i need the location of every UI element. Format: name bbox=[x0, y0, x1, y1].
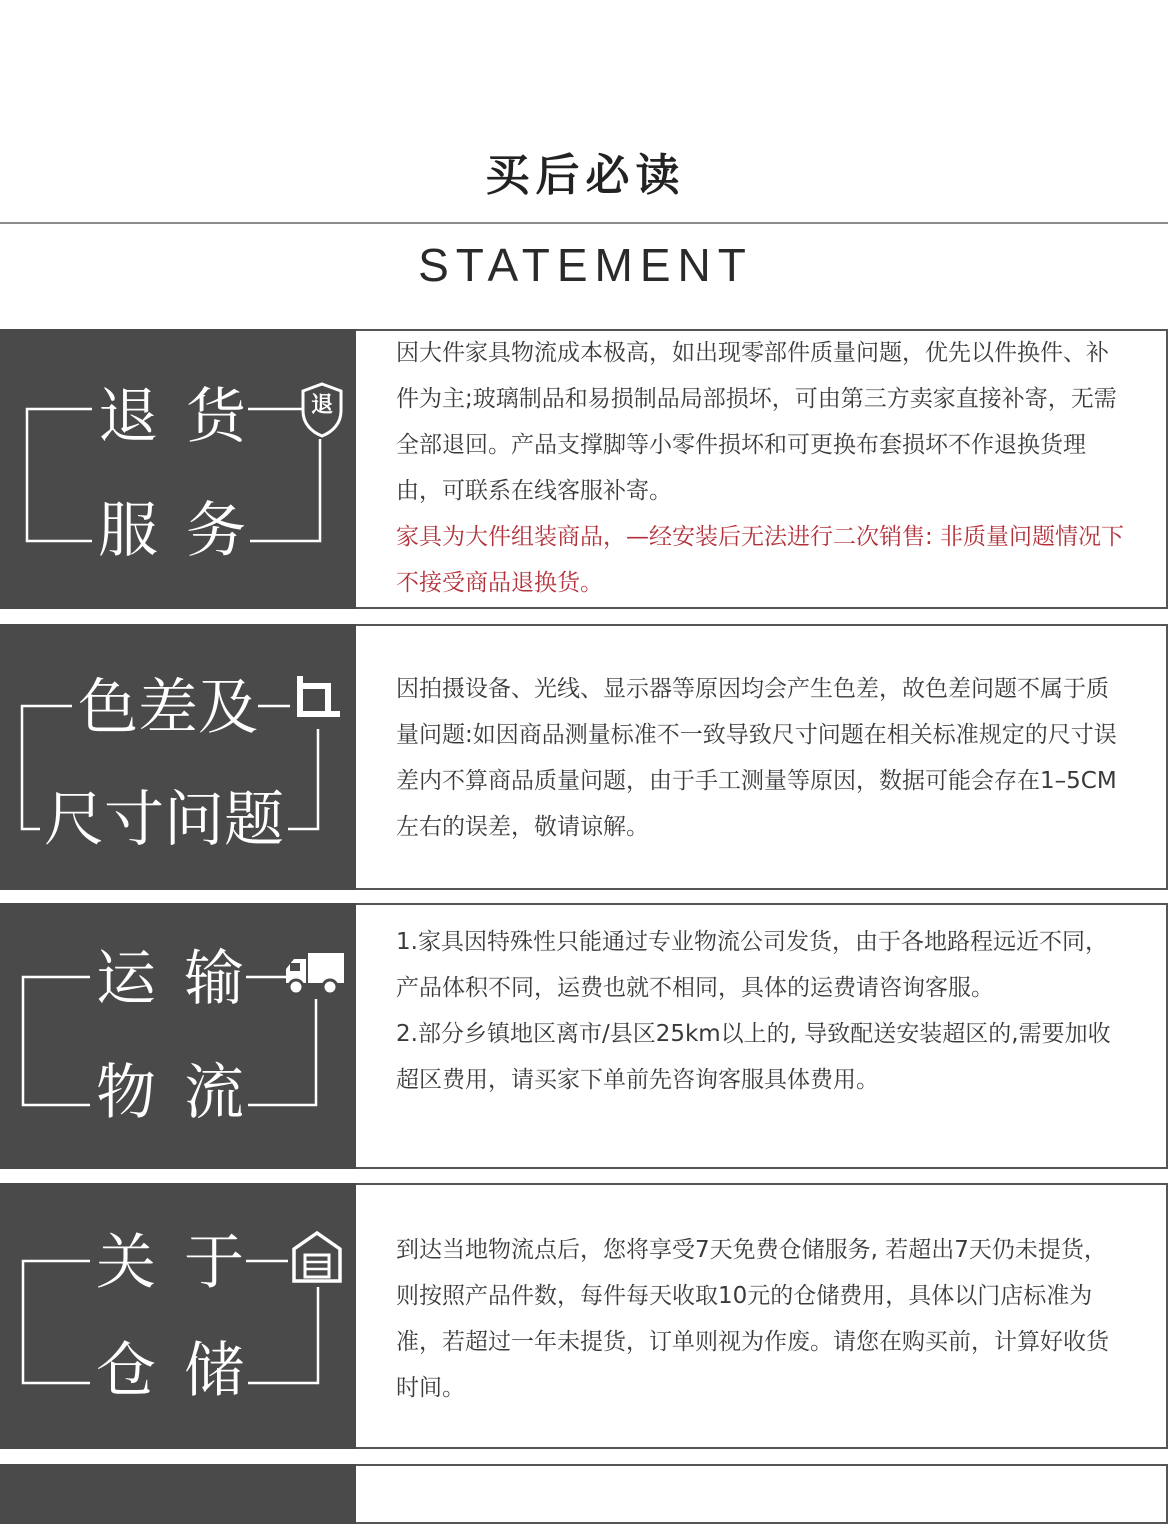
label-char: 输 bbox=[184, 944, 244, 1014]
section-content bbox=[396, 1227, 1128, 1411]
section-content bbox=[396, 666, 1128, 850]
label-char: 尺 bbox=[44, 785, 104, 855]
label-char: 题 bbox=[224, 785, 284, 855]
label-char: 仓 bbox=[96, 1336, 156, 1406]
page-subtitle: STATEMENT bbox=[418, 239, 753, 291]
truck-icon bbox=[284, 951, 346, 997]
section-shipping bbox=[0, 903, 1168, 1169]
label-panel bbox=[0, 329, 356, 609]
label-panel bbox=[0, 1464, 356, 1524]
label-char: 问 bbox=[164, 785, 224, 855]
section-content bbox=[396, 330, 1128, 606]
paragraph: 到达当地物流点后，您将享受7天免费仓储服务, 若超出7天仍未提货，则按照产品件数，每件每天收取10元的仓储费用，具体以门店标准为准，若超过一年未提货，订单则视为作废。请您在购买前，计算好收货时间。 bbox=[396, 1237, 1109, 1401]
label-panel bbox=[0, 624, 356, 890]
paragraph: 2.部分乡镇地区离市/县区25km以上的, 导致配送安装超区的,需要加收超区费用，请买家下单前先咨询客服具体费用。 bbox=[396, 1021, 1111, 1093]
section-next-partial bbox=[0, 1464, 1168, 1524]
label-bracket bbox=[0, 1183, 356, 1449]
label-char: 及 bbox=[198, 673, 258, 743]
label-char: 服 bbox=[98, 496, 158, 566]
label-panel bbox=[0, 1183, 356, 1449]
page-title: 买后必读 bbox=[485, 150, 686, 201]
paragraph: 因大件家具物流成本极高，如出现零部件质量问题，优先以件换件、补件为主;玻璃制品和易损制品局部损坏，可由第三方卖家直接补寄，无需全部退回。产品支撑脚等小零件损坏和可更换布套损坏不作退换货理由，可联系在线客服补寄。 bbox=[396, 340, 1117, 504]
warehouse-icon bbox=[290, 1229, 344, 1285]
label-char: 物 bbox=[96, 1058, 156, 1128]
section-content bbox=[396, 919, 1128, 1103]
section-return-service bbox=[0, 329, 1168, 609]
shield-icon bbox=[300, 381, 344, 439]
shield-icon-text: 退 bbox=[310, 393, 333, 418]
divider bbox=[0, 222, 1168, 224]
label-char: 退 bbox=[98, 382, 158, 452]
label-panel bbox=[0, 903, 356, 1169]
label-char: 务 bbox=[186, 496, 246, 566]
paragraph: 因拍摄设备、光线、显示器等原因均会产生色差，故色差问题不属于质量问题:如因商品测量标准不一致导致尺寸问题在相关标准规定的尺寸误差内不算商品质量问题，由于手工测量等原因，数据可能会存在1–5CM左右的误差，敬请谅解。 bbox=[396, 676, 1117, 840]
label-char: 差 bbox=[138, 673, 198, 743]
label-char: 货 bbox=[186, 382, 246, 452]
label-char: 寸 bbox=[104, 785, 164, 855]
label-bracket bbox=[0, 903, 356, 1169]
label-char: 色 bbox=[78, 673, 138, 743]
crop-icon bbox=[290, 674, 342, 726]
label-bracket bbox=[0, 329, 356, 609]
paragraph: 1.家具因特殊性只能通过专业物流公司发货，由于各地路程远近不同，产品体积不同，运费也就不相同，具体的运费请咨询客服。 bbox=[396, 929, 1108, 1001]
label-char: 储 bbox=[184, 1336, 244, 1406]
label-char: 运 bbox=[96, 944, 156, 1014]
section-color-size bbox=[0, 624, 1168, 890]
label-char: 于 bbox=[184, 1228, 244, 1298]
label-char: 流 bbox=[184, 1058, 244, 1128]
section-storage bbox=[0, 1183, 1168, 1449]
label-char: 关 bbox=[96, 1228, 156, 1298]
warning-text: 家具为大件组装商品，—经安装后无法进行二次销售: 非质量问题情况下不接受商品退换货。 bbox=[396, 524, 1125, 596]
